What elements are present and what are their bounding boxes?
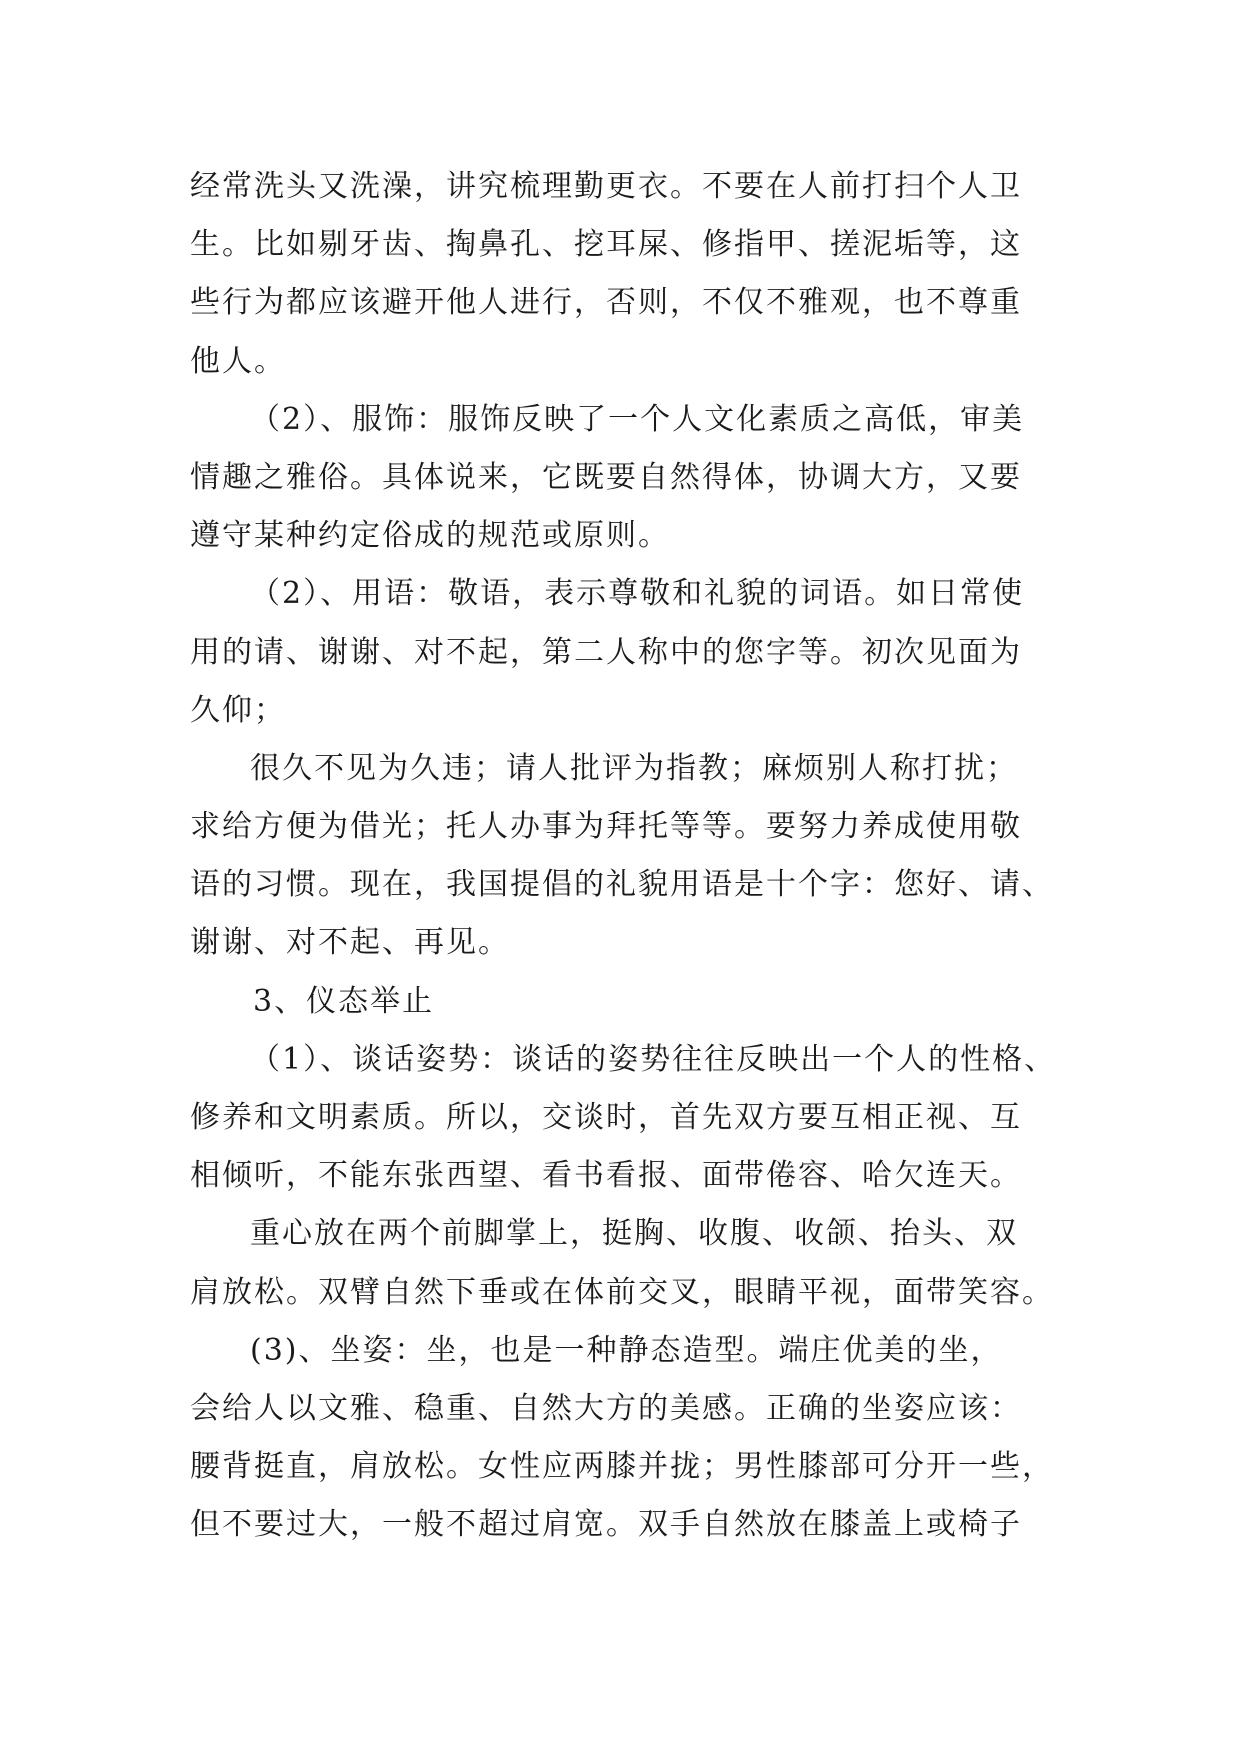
text-line: 用的请、谢谢、对不起，第二人称中的您字等。初次见面为: [190, 634, 1022, 670]
text-line: 情趣之雅俗。具体说来，它既要自然得体，协调大方，又要: [190, 459, 1022, 495]
text-line: 但不要过大，一般不超过肩宽。双手自然放在膝盖上或椅子: [190, 1507, 1022, 1543]
text-line: 遵守某种约定俗成的规范或原则。: [190, 518, 670, 554]
text-line: 修养和文明素质。所以，交谈时，首先双方要互相正视、互: [190, 1100, 1022, 1135]
text-line: 久仰；: [190, 692, 286, 728]
paragraph-start-line: （2）、服饰：服饰反映了一个人文化素质之高低，审美: [250, 401, 1025, 437]
paragraph-start-line: （1）、谈话姿势：谈话的姿势往往反映出一个人的性格、: [250, 1041, 1057, 1077]
text-line: 相倾听，不能东张西望、看书看报、面带倦容、哈欠连天。: [190, 1158, 1022, 1194]
paragraph-start-line: 很久不见为久违；请人批评为指教；麻烦别人称打扰；: [250, 750, 1018, 786]
paragraph-start-line: 重心放在两个前脚掌上，挺胸、收腹、收颌、抬头、双: [250, 1216, 1018, 1252]
body-text: [190, 158, 1090, 1555]
text-line: 经常洗头又洗澡，讲究梳理勤更衣。不要在人前打扫个人卫: [190, 169, 1022, 204]
text-line: 求给方便为借光；托人办事为拜托等等。要努力养成使用敬: [190, 809, 1022, 845]
text-line: 他人。: [190, 343, 286, 379]
text-line: 生。比如剔牙齿、掏鼻孔、挖耳屎、修指甲、搓泥垢等，这: [190, 227, 1022, 263]
paragraph-start-line: （2）、用语：敬语，表示尊敬和礼貌的词语。如日常使: [250, 576, 1025, 612]
section-heading: 3、仪态举止: [253, 983, 435, 1019]
text-line: 语的习惯。现在，我国提倡的礼貌用语是十个字：您好、请、: [190, 867, 1054, 903]
text-line: 些行为都应该避开他人进行，否则，不仅不雅观，也不尊重: [190, 285, 1022, 321]
text-line: 腰背挺直，肩放松。女性应两膝并拢；男性膝部可分开一些，: [190, 1449, 1054, 1485]
paragraph-start-line: (3)、坐姿：坐，也是一种静态造型。端庄优美的坐，: [250, 1332, 1003, 1368]
text-line: 会给人以文雅、稳重、自然大方的美感。正确的坐姿应该：: [190, 1390, 1022, 1426]
text-line: 谢谢、对不起、再见。: [190, 925, 510, 961]
text-line: 肩放松。双臂自然下垂或在体前交叉，眼睛平视，面带笑容。: [190, 1274, 1054, 1310]
